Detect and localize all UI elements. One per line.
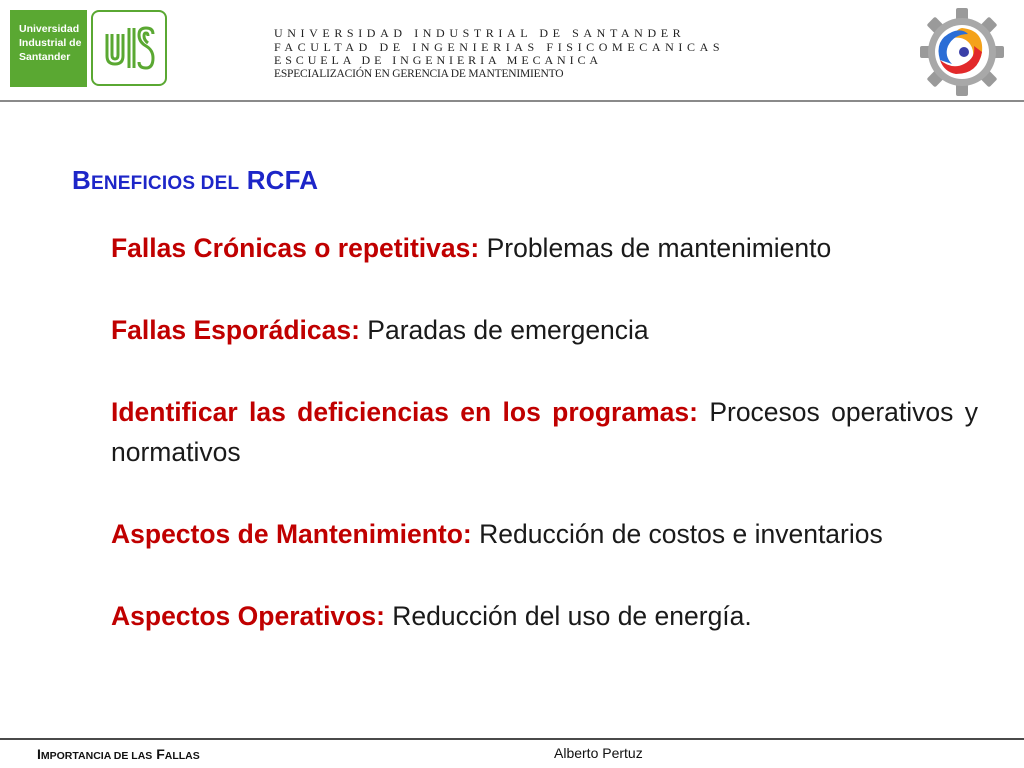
title-acronym: RCFA (239, 165, 319, 195)
title-smallcaps: ENEFICIOS DEL (90, 173, 240, 194)
header-divider (0, 100, 1024, 102)
item-text: Problemas de mantenimiento (486, 233, 832, 263)
footer-smallcaps: ALLAS (164, 750, 200, 762)
item-text: Paradas de emergencia (367, 315, 649, 345)
item-label: Fallas Esporádicas: (111, 315, 360, 345)
header-line-faculty: FACULTAD DE INGENIERIAS FISICOMECANICAS (274, 39, 725, 54)
benefits-list (111, 228, 978, 678)
logo-line: Industrial de (19, 37, 82, 49)
header-line-university: UNIVERSIDAD INDUSTRIAL DE SANTANDER (274, 26, 686, 40)
header-line-school: ESCUELA DE INGENIERIA MECANICA (274, 53, 602, 67)
uis-emblem-icon (93, 12, 165, 84)
list-item (111, 310, 978, 350)
list-item (111, 228, 978, 268)
logo-line: Universidad (19, 23, 80, 35)
footer-topic (37, 746, 200, 762)
institution-header (274, 27, 724, 81)
list-item (111, 392, 978, 472)
item-text: Reducción del uso de energía. (392, 601, 752, 631)
uis-logo (91, 10, 167, 86)
item-label: Fallas Crónicas o repetitivas: (111, 233, 480, 263)
list-item (111, 514, 978, 554)
footer-author: Alberto Pertuz (554, 745, 643, 761)
footer-initial: I (37, 746, 41, 762)
footer-initial: F (152, 746, 165, 762)
item-text: Reducción de costos e inventarios (479, 519, 883, 549)
title-initial: B (72, 165, 91, 195)
list-item (111, 596, 978, 636)
footer-smallcaps: MPORTANCIA DE LAS (40, 750, 153, 762)
logo-line: Santander (19, 51, 71, 63)
header-line-specialization: ESPECIALIZACIÓN EN GERENCIA DE MANTENIMIENTO (274, 67, 564, 80)
university-logo-green (10, 10, 87, 87)
footer-divider (0, 738, 1024, 740)
page-title (72, 165, 318, 196)
gear-logo-icon (918, 6, 1006, 98)
item-text: Procesos operativos y normativos (111, 397, 978, 467)
item-label: Aspectos Operativos: (111, 601, 385, 631)
item-label: Aspectos de Mantenimiento: (111, 519, 472, 549)
item-label: Identificar las deficiencias en los programas: (111, 397, 698, 427)
